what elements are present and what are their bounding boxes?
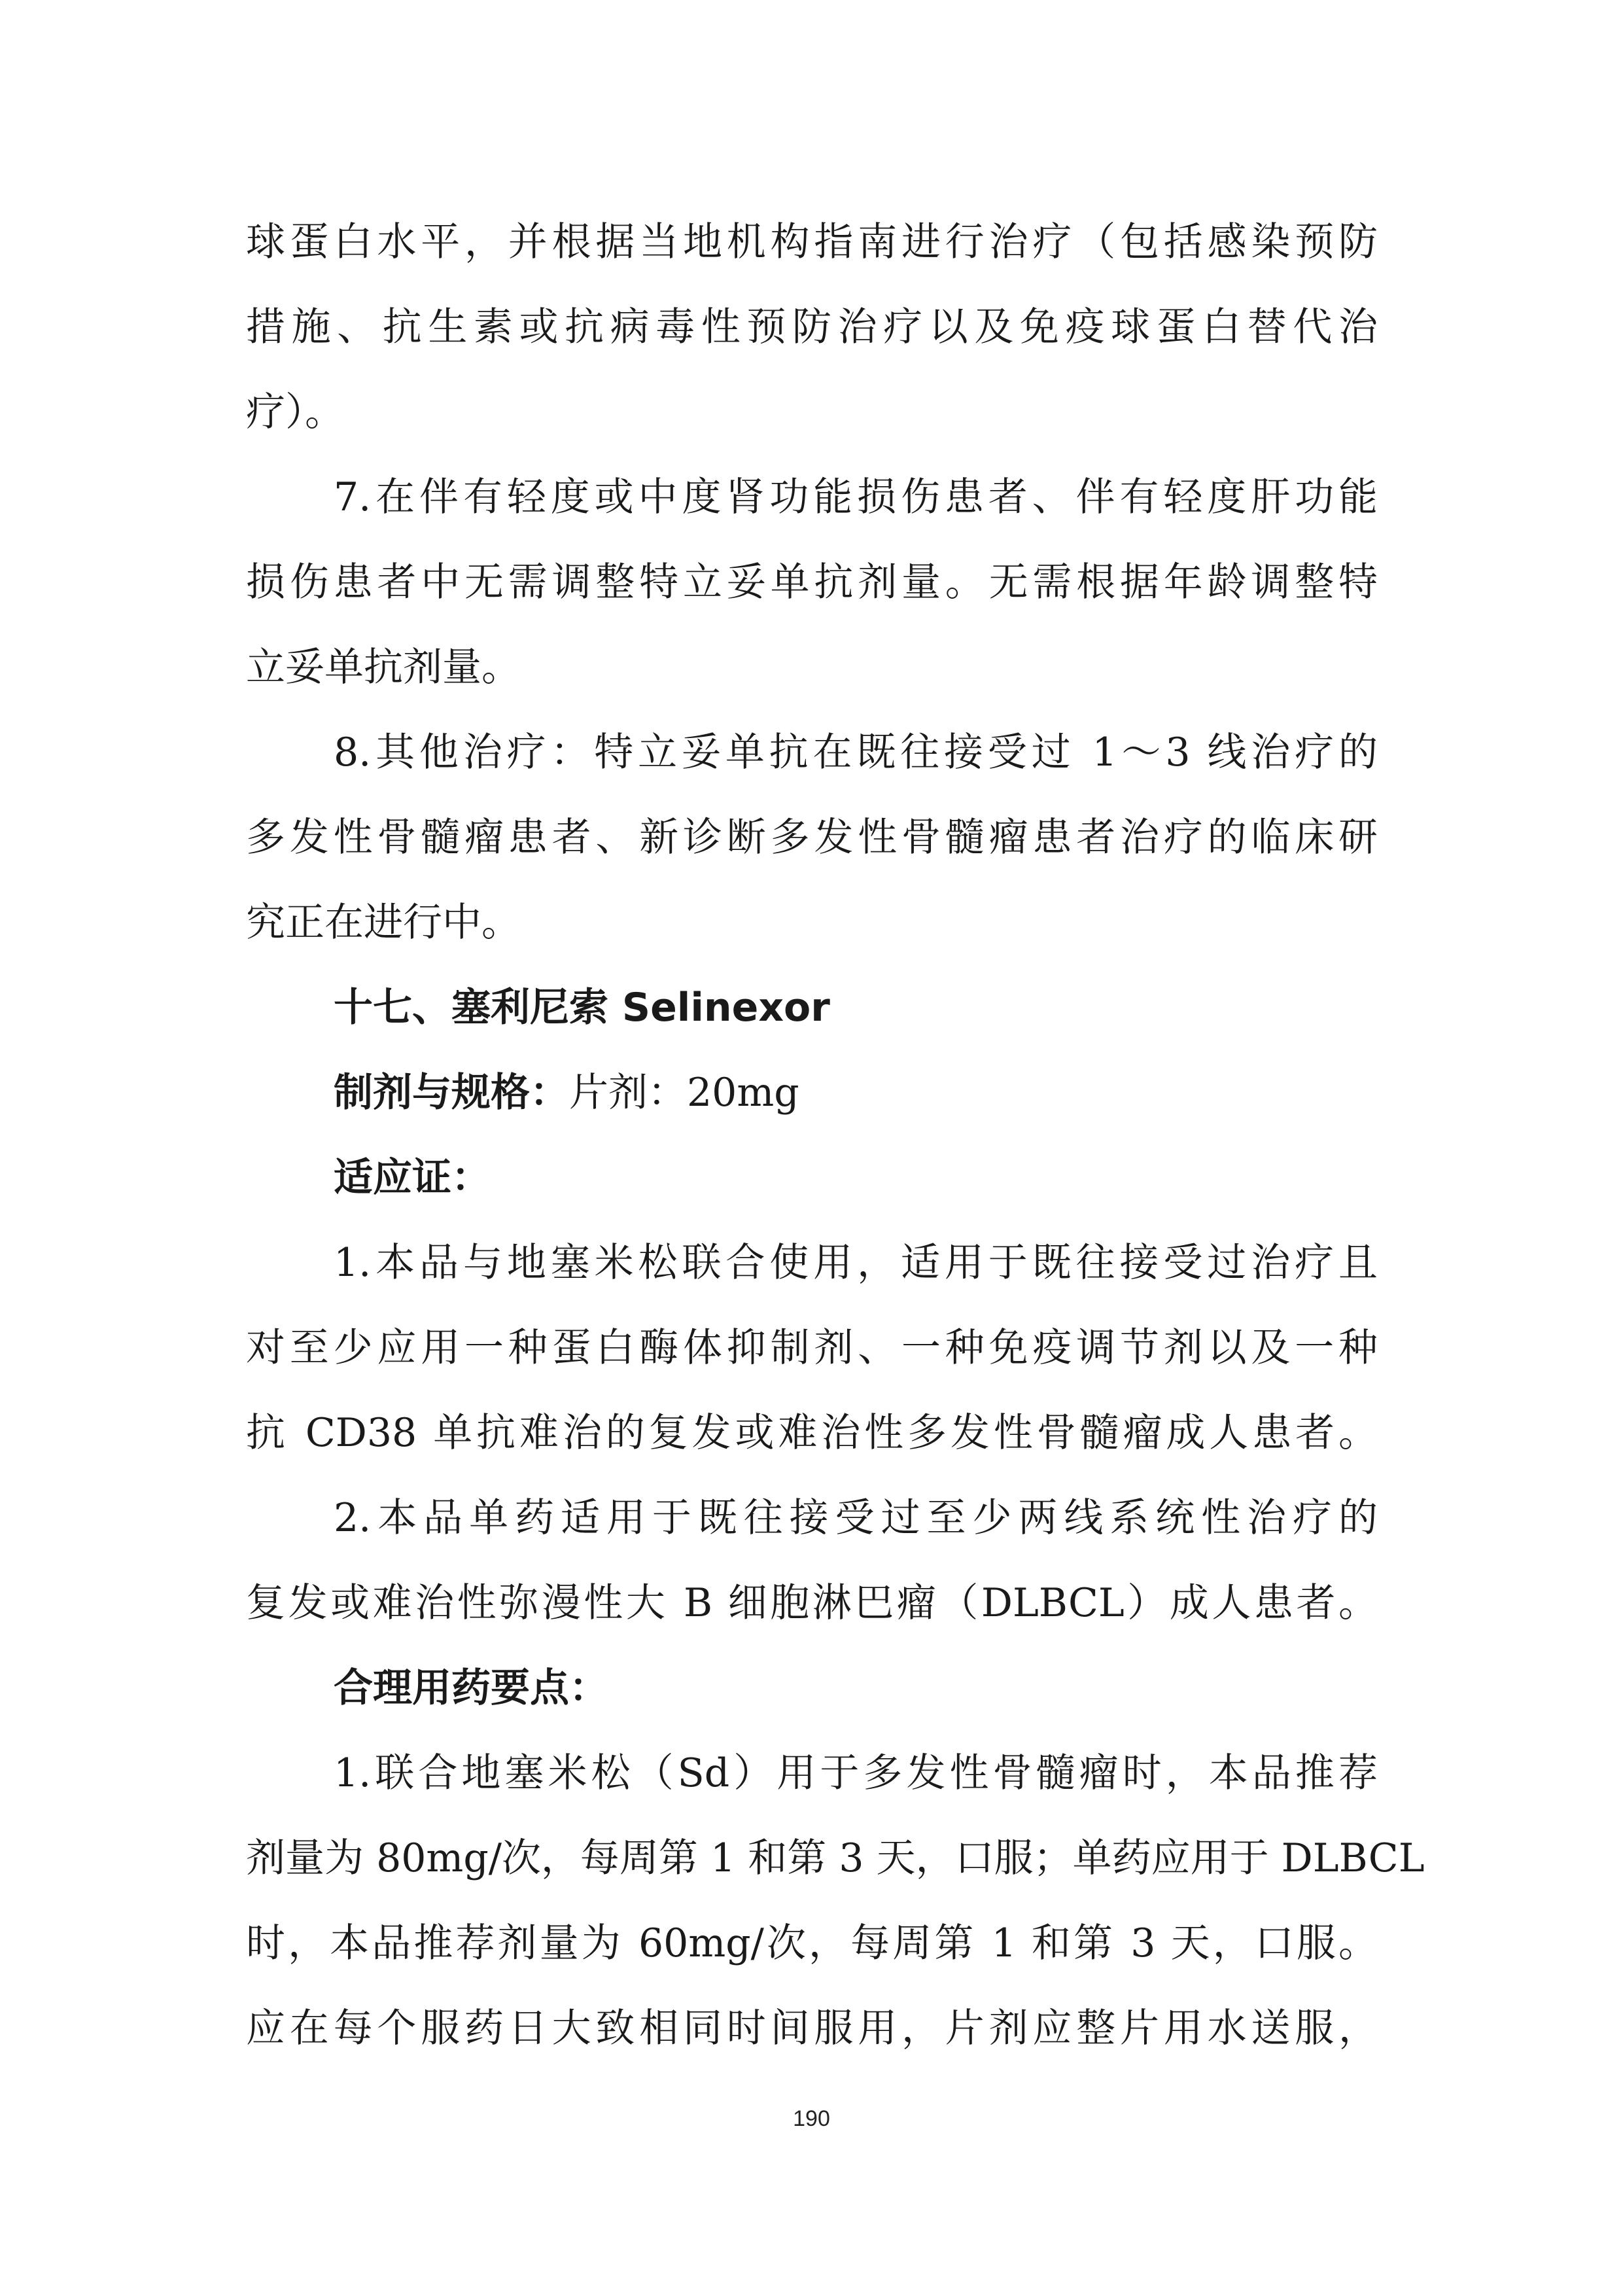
formulation-line xyxy=(334,1067,1378,1119)
usage-point-1: 1.联合地塞米松（Sd）用于多发性骨髓瘤时，本品推荐 xyxy=(334,1750,1378,1796)
body-text-line: 应在每个服药日大致相同时间服用，片剂应整片用水送服， xyxy=(246,2005,1378,2051)
page-number: 190 xyxy=(793,2106,830,2131)
indications-heading: 适应证： xyxy=(334,1155,491,1201)
usage-points-heading: 合理用药要点： xyxy=(334,1665,608,1711)
formulation-value: 片剂：20mg xyxy=(569,1070,799,1116)
body-text-line: 多发性骨髓瘤患者、新诊断多发性骨髓瘤患者治疗的临床研 xyxy=(246,815,1378,860)
section-heading: 十七、塞利尼索 Selinexor xyxy=(334,985,830,1031)
body-text-line: 抗 CD38 单抗难治的复发或难治性多发性骨髓瘤成人患者。 xyxy=(246,1410,1378,1456)
body-text-line: 球蛋白水平，并根据当地机构指南进行治疗（包括感染预防 xyxy=(246,219,1378,265)
indication-2: 2.本品单药适用于既往接受过至少两线系统性治疗的 xyxy=(334,1495,1378,1541)
body-text-line: 损伤患者中无需调整特立妥单抗剂量。无需根据年龄调整特 xyxy=(246,559,1378,605)
body-text-line: 究正在进行中。 xyxy=(246,900,521,945)
body-text-line: 立妥单抗剂量。 xyxy=(246,645,521,690)
body-text-line: 复发或难治性弥漫性大 B 细胞淋巴瘤（DLBCL）成人患者。 xyxy=(246,1580,1378,1626)
numbered-paragraph-7: 7.在伴有轻度或中度肾功能损伤患者、伴有轻度肝功能 xyxy=(334,474,1378,520)
formulation-label: 制剂与规格： xyxy=(334,1070,569,1116)
body-text-line: 措施、抗生素或抗病毒性预防治疗以及免疫球蛋白替代治 xyxy=(246,304,1378,350)
body-text-line: 剂量为 80mg/次，每周第 1 和第 3 天，口服；单药应用于 DLBCL xyxy=(246,1835,1425,1881)
body-text-line: 时，本品推荐剂量为 60mg/次，每周第 1 和第 3 天，口服。 xyxy=(246,1920,1378,1966)
indication-1: 1.本品与地塞米松联合使用，适用于既往接受过治疗且 xyxy=(334,1240,1378,1286)
numbered-paragraph-8: 8.其他治疗：特立妥单抗在既往接受过 1～3 线治疗的 xyxy=(334,730,1378,775)
body-text-line: 对至少应用一种蛋白酶体抑制剂、一种免疫调节剂以及一种 xyxy=(246,1325,1378,1371)
body-text-line: 疗）。 xyxy=(246,389,344,435)
